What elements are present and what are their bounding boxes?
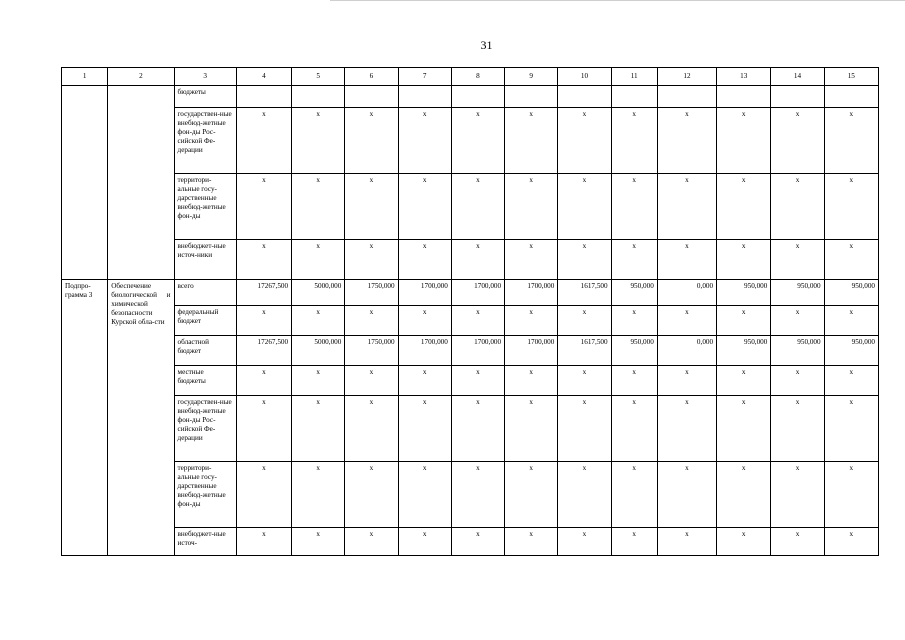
column-header: 6 [345,68,398,86]
value-cell: 950,000 [771,280,824,306]
funding-source-cell: государствен-ные внебюд-жетные фон-ды Рос-сийской Фе-дерации [174,108,236,174]
value-cell: х [236,306,291,336]
top-border-line [330,0,905,1]
value-cell: х [451,528,504,556]
value-cell: х [292,528,345,556]
value-cell [824,86,878,108]
value-cell: х [345,462,398,528]
value-cell: х [398,108,451,174]
value-cell: 1700,000 [398,336,451,366]
value-cell: х [451,174,504,240]
value-cell: 5000,000 [292,280,345,306]
value-cell: х [717,366,771,396]
funding-source-cell: областной бюджет [174,336,236,366]
value-cell: х [345,174,398,240]
value-cell: х [292,366,345,396]
value-cell: х [505,108,558,174]
name-cell-continued [108,86,174,280]
funding-source-cell: бюджеты [174,86,236,108]
value-cell: х [505,396,558,462]
value-cell: х [558,174,611,240]
funding-source-cell: внебюджет-ные источ-ники [174,240,236,280]
value-cell: 950,000 [824,336,878,366]
table-row [62,108,879,174]
value-cell: х [717,108,771,174]
value-cell [236,86,291,108]
value-cell: х [505,174,558,240]
value-cell: х [558,396,611,462]
value-cell: х [771,174,824,240]
value-cell: х [657,462,716,528]
value-cell: х [398,240,451,280]
table-body [62,86,879,556]
value-cell: х [717,174,771,240]
column-header: 3 [174,68,236,86]
column-header: 11 [611,68,657,86]
value-cell: х [824,306,878,336]
value-cell: х [236,396,291,462]
value-cell: х [717,528,771,556]
funding-source-cell: территори-альные госу-дарственные внебюд-жетные фон-ды [174,462,236,528]
value-cell [505,86,558,108]
value-cell: х [398,366,451,396]
column-header: 13 [717,68,771,86]
value-cell: х [611,366,657,396]
value-cell: 1750,000 [345,280,398,306]
subprogram-status-cell: Подпро-грамма 3 [62,280,108,556]
value-cell: х [345,240,398,280]
value-cell: х [771,462,824,528]
value-cell: х [657,306,716,336]
value-cell: х [717,462,771,528]
value-cell: х [771,366,824,396]
value-cell: х [292,462,345,528]
column-header: 15 [824,68,878,86]
value-cell: х [505,366,558,396]
value-cell: х [824,528,878,556]
table-row [62,280,879,306]
column-header: 1 [62,68,108,86]
value-cell [771,86,824,108]
value-cell: х [558,240,611,280]
value-cell: х [451,462,504,528]
value-cell: х [505,240,558,280]
value-cell: х [345,528,398,556]
status-cell-continued [62,86,108,280]
value-cell: х [771,396,824,462]
value-cell: х [236,108,291,174]
value-cell: х [398,528,451,556]
table-row [62,396,879,462]
value-cell: х [824,174,878,240]
value-cell: 1700,000 [451,336,504,366]
value-cell: х [398,396,451,462]
value-cell: 1700,000 [451,280,504,306]
value-cell: х [611,240,657,280]
value-cell: х [657,174,716,240]
value-cell: 1700,000 [505,280,558,306]
value-cell: 5000,000 [292,336,345,366]
value-cell: х [611,174,657,240]
column-header: 5 [292,68,345,86]
funding-source-cell: территори-альные госу-дарственные внебюд-жетные фон-ды [174,174,236,240]
value-cell: х [657,240,716,280]
value-cell: 1700,000 [505,336,558,366]
value-cell: х [657,108,716,174]
table-row [62,336,879,366]
value-cell: х [657,396,716,462]
value-cell: х [236,366,291,396]
column-header: 9 [505,68,558,86]
value-cell: х [292,396,345,462]
value-cell: 950,000 [611,336,657,366]
value-cell: 0,000 [657,336,716,366]
value-cell: х [345,396,398,462]
value-cell: х [611,396,657,462]
value-cell [345,86,398,108]
column-header: 12 [657,68,716,86]
value-cell: х [451,306,504,336]
value-cell: 1617,500 [558,280,611,306]
value-cell: 1700,000 [398,280,451,306]
table-row [62,86,879,108]
value-cell [657,86,716,108]
value-cell: х [611,462,657,528]
value-cell: х [292,108,345,174]
value-cell: 17267,500 [236,336,291,366]
column-header: 8 [451,68,504,86]
value-cell: х [717,306,771,336]
value-cell: х [611,528,657,556]
value-cell: х [558,306,611,336]
budget-table [61,67,879,556]
subprogram-name-cell: Обеспечение биологической и химической безопасности Курской обла-сти [108,280,174,556]
value-cell: х [717,240,771,280]
value-cell: 0,000 [657,280,716,306]
value-cell: х [824,108,878,174]
funding-source-cell: внебюджет-ные источ- [174,528,236,556]
value-cell: х [558,462,611,528]
value-cell: х [611,306,657,336]
value-cell: х [451,396,504,462]
value-cell [611,86,657,108]
value-cell: 950,000 [611,280,657,306]
value-cell: х [236,174,291,240]
value-cell: х [236,528,291,556]
value-cell: х [451,108,504,174]
funding-source-cell: государствен-ные внебюд-жетные фон-ды Рос-сийской Фе-дерации [174,396,236,462]
value-cell: х [398,306,451,336]
value-cell: 950,000 [717,280,771,306]
value-cell: х [824,366,878,396]
value-cell: х [558,366,611,396]
table-row [62,366,879,396]
funding-source-cell: федеральный бюджет [174,306,236,336]
table-row [62,462,879,528]
value-cell: х [824,396,878,462]
value-cell: х [236,462,291,528]
funding-source-cell: местные бюджеты [174,366,236,396]
value-cell: х [345,366,398,396]
value-cell: 1617,500 [558,336,611,366]
value-cell: х [451,240,504,280]
value-cell: х [657,366,716,396]
column-header: 2 [108,68,174,86]
value-cell: х [451,366,504,396]
column-header: 14 [771,68,824,86]
value-cell: х [771,240,824,280]
column-header: 10 [558,68,611,86]
value-cell [292,86,345,108]
table-row [62,174,879,240]
value-cell: 950,000 [824,280,878,306]
value-cell: х [292,306,345,336]
value-cell: 17267,500 [236,280,291,306]
value-cell: х [398,174,451,240]
column-header: 7 [398,68,451,86]
value-cell: х [345,306,398,336]
value-cell: х [236,240,291,280]
value-cell: х [771,528,824,556]
value-cell: х [505,462,558,528]
value-cell [717,86,771,108]
value-cell: х [611,108,657,174]
value-cell: х [657,528,716,556]
table-row [62,306,879,336]
table-row [62,240,879,280]
value-cell: х [824,240,878,280]
value-cell: х [558,108,611,174]
value-cell: х [398,462,451,528]
value-cell: х [558,528,611,556]
value-cell: х [771,108,824,174]
value-cell [451,86,504,108]
value-cell: х [771,306,824,336]
funding-source-cell: всего [174,280,236,306]
value-cell: х [505,528,558,556]
column-header: 4 [236,68,291,86]
value-cell: х [824,462,878,528]
column-number-row [62,68,879,86]
page-number: 31 [480,38,493,52]
value-cell [398,86,451,108]
value-cell: 950,000 [771,336,824,366]
value-cell: х [505,306,558,336]
value-cell: 1750,000 [345,336,398,366]
value-cell: х [292,174,345,240]
value-cell [558,86,611,108]
value-cell: 950,000 [717,336,771,366]
value-cell: х [717,396,771,462]
value-cell: х [292,240,345,280]
table-row [62,528,879,556]
value-cell: х [345,108,398,174]
